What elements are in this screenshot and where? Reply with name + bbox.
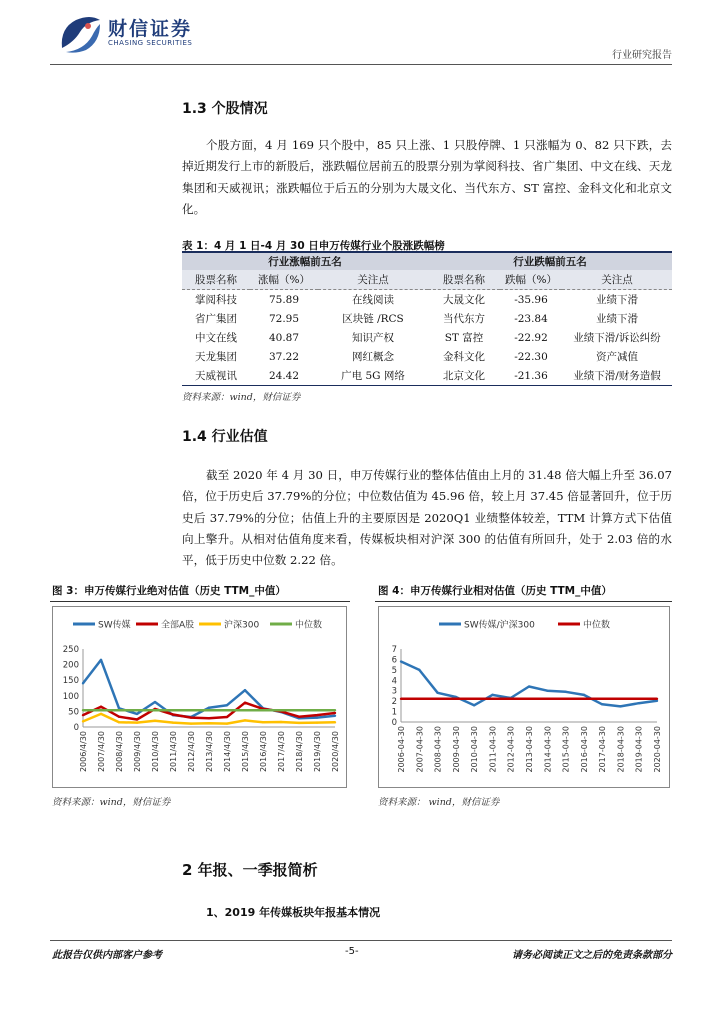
- stock-ranking-table: [182, 251, 672, 386]
- x-tick-label: 2011/4/30: [169, 731, 178, 773]
- data-point: [316, 721, 318, 723]
- figure-3-box: [52, 606, 347, 788]
- data-point: [118, 721, 120, 723]
- data-point: [316, 714, 318, 716]
- data-point: [208, 709, 210, 711]
- footer-divider: [50, 940, 672, 941]
- legend-label: 中位数: [295, 620, 323, 631]
- data-point: [564, 698, 566, 700]
- data-point: [136, 718, 138, 720]
- table-source: 资料来源：wind，财信证券: [182, 392, 301, 403]
- y-tick-label: 0: [391, 718, 397, 728]
- figure-4-source: 资料来源： wind，财信证券: [378, 797, 500, 808]
- data-point: [136, 709, 138, 711]
- data-point: [400, 698, 402, 700]
- x-tick-label: 2007-04-30: [415, 726, 425, 773]
- data-point: [436, 698, 438, 700]
- table-cell: 当代东方: [443, 313, 485, 325]
- column-header: 涨幅（%）: [250, 270, 318, 290]
- x-tick-label: 2011-04-30: [488, 726, 498, 773]
- table-cell: 业绩下滑/诉讼纠纷: [573, 332, 661, 344]
- column-header: 跌幅（%）: [500, 270, 562, 290]
- data-point: [118, 709, 120, 711]
- x-tick-label: 2017/4/30: [277, 731, 286, 773]
- data-point: [491, 694, 493, 696]
- section-1-4-paragraph: 截至 2020 年 4 月 30 日，申万传媒行业的整体估值由上月的 31.48 倍大幅上升至 36.07 倍，位于历史后 37.79%的分位；中位数估值为 45.96 倍，较上月 37.45 倍显著回升，位于历史后 37.79%的分位；估值上升的主要原因是 2020Q1 业绩整体较差，TTM 计算方式下估值向上擎升。从相对估值角度来看，传媒板块相对沪深 300 的估值有所回升，处于 2.03 倍的水平，低于历史中位数 2.22 倍。: [182, 468, 672, 568]
- x-tick-label: 2019-04-30: [634, 726, 644, 773]
- data-point: [172, 713, 174, 715]
- x-tick-label: 2020-04-30: [653, 726, 662, 773]
- section-title-1-4: 1.4 行业估值: [182, 429, 268, 445]
- section-1-3-paragraph: 个股方面，4 月 169 只个股中，85 只上涨、1 只股停牌、1 只涨幅为 0、82 只下跌，去掉近期发行上市的新股后，涨跌幅位居前五的股票分别为掌阅科技、省广集团、中文在线、天龙集团和天威视讯；涨跌幅位于后五的分别为大晟文化、当代东方、ST 富控、金科文化和北京文化。: [182, 138, 672, 216]
- data-point: [226, 704, 228, 706]
- data-point: [244, 719, 246, 721]
- page-number: -5-: [345, 946, 359, 957]
- figure-3-source: 资料来源：wind，财信证券: [52, 797, 171, 808]
- data-point: [298, 716, 300, 718]
- data-point: [528, 698, 530, 700]
- figure-3-rule: [50, 601, 350, 602]
- data-point: [172, 709, 174, 711]
- data-point: [244, 709, 246, 711]
- table-group-top-gainers: 行业涨幅前五名: [182, 252, 428, 270]
- legend-label: SW传媒/沪深300: [464, 620, 535, 631]
- x-tick-label: 2019/4/30: [313, 731, 322, 773]
- data-point: [473, 698, 475, 700]
- data-point: [583, 694, 585, 696]
- table-cell: -21.36: [500, 366, 562, 386]
- table-cell: 业绩下滑: [596, 313, 638, 325]
- data-point: [638, 702, 640, 704]
- data-point: [100, 706, 102, 708]
- data-point: [316, 709, 318, 711]
- data-point: [82, 682, 84, 684]
- column-header: 关注点: [562, 270, 672, 290]
- table-cell: 广电 5G 网络: [318, 366, 428, 386]
- table-cell: -35.96: [514, 293, 548, 306]
- legend-label: 中位数: [583, 620, 611, 631]
- data-point: [455, 698, 457, 700]
- x-tick-label: 2016/4/30: [259, 731, 268, 773]
- logo-chinese-name: 财信证券: [108, 18, 193, 40]
- y-tick-label: 50: [68, 707, 79, 718]
- x-tick-label: 2020/4/30: [331, 731, 340, 773]
- x-tick-label: 2018/4/30: [295, 731, 304, 773]
- data-point: [583, 698, 585, 700]
- x-tick-label: 2014/4/30: [223, 731, 232, 773]
- table-header-row: [182, 270, 672, 290]
- data-point: [226, 716, 228, 718]
- data-point: [190, 722, 192, 724]
- table-cell: 区块链 /RCS: [342, 313, 404, 325]
- x-tick-label: 2007/4/30: [97, 731, 106, 773]
- data-point: [334, 721, 336, 723]
- x-tick-label: 2013-04-30: [525, 726, 534, 773]
- y-tick-label: 3: [391, 686, 397, 697]
- table-cell: 在线阅读: [352, 294, 394, 306]
- y-tick-label: 100: [62, 691, 79, 702]
- table-cell: -22.30: [514, 350, 548, 363]
- table-cell: -23.84: [514, 312, 548, 325]
- logo-english-name: CHASING SECURITIES: [108, 39, 193, 47]
- data-point: [418, 669, 420, 671]
- footer-disclaimer-right: 请务必阅读正文之后的免责条款部分: [512, 950, 672, 961]
- table-cell: -22.92: [514, 331, 548, 344]
- data-point: [172, 721, 174, 723]
- data-point: [280, 709, 282, 711]
- data-point: [436, 692, 438, 694]
- table-cell: 72.95: [268, 312, 300, 325]
- data-point: [82, 720, 84, 722]
- data-point: [208, 722, 210, 724]
- data-point: [100, 713, 102, 715]
- data-point: [154, 709, 156, 711]
- y-tick-label: 150: [62, 676, 79, 687]
- data-point: [82, 714, 84, 716]
- y-tick-label: 2: [391, 697, 397, 708]
- data-point: [280, 721, 282, 723]
- table-cell: 掌阅科技: [195, 294, 237, 306]
- data-point: [208, 717, 210, 719]
- legend-label: 沪深300: [224, 620, 260, 631]
- data-point: [334, 709, 336, 711]
- table-cell: 网红概念: [352, 351, 394, 363]
- data-point: [154, 701, 156, 703]
- figure-4-rule: [375, 601, 672, 602]
- x-tick-label: 2009-04-30: [451, 726, 461, 773]
- data-point: [546, 690, 548, 692]
- column-header: 关注点: [318, 270, 428, 290]
- data-point: [564, 691, 566, 693]
- data-point: [546, 698, 548, 700]
- section-title-2: 2 年报、一季报简析: [182, 861, 318, 879]
- y-tick-label: 1: [391, 707, 397, 718]
- data-point: [244, 689, 246, 691]
- data-point: [400, 660, 402, 662]
- legend-label: SW传媒: [98, 620, 131, 631]
- data-point: [528, 685, 530, 687]
- figure-4-caption: 图 4：申万传媒行业相对估值（历史 TTM_中值）: [378, 585, 612, 597]
- data-point: [154, 720, 156, 722]
- x-tick-label: 2006/4/30: [79, 731, 88, 773]
- x-tick-label: 2010/4/30: [151, 731, 160, 773]
- table-cell: 天威视讯: [182, 366, 250, 386]
- chart-relative-valuation: [379, 607, 669, 787]
- data-point: [100, 709, 102, 711]
- data-point: [262, 721, 264, 723]
- x-tick-label: 2006-04-30: [397, 726, 406, 773]
- data-point: [316, 716, 318, 718]
- table-cell: ST 富控: [444, 332, 484, 344]
- x-tick-label: 2012-04-30: [506, 726, 516, 773]
- table-row: [182, 290, 672, 310]
- data-point: [208, 706, 210, 708]
- x-tick-label: 2008/4/30: [115, 731, 124, 773]
- x-tick-label: 2018-04-30: [616, 726, 626, 773]
- data-point: [334, 712, 336, 714]
- data-point: [190, 716, 192, 718]
- data-point: [619, 698, 621, 700]
- table-cell: 知识产权: [352, 332, 394, 344]
- company-logo-icon: [58, 14, 102, 54]
- x-tick-label: 2015-04-30: [561, 726, 571, 773]
- x-tick-label: 2009/4/30: [133, 731, 142, 773]
- table-cell: 金科文化: [443, 351, 485, 363]
- table-cell: 资产减值: [596, 351, 638, 363]
- table-row: [182, 366, 672, 386]
- x-tick-label: 2012/4/30: [187, 731, 196, 773]
- data-point: [226, 709, 228, 711]
- table-cell: 省广集团: [195, 313, 237, 325]
- data-point: [190, 709, 192, 711]
- data-point: [100, 659, 102, 661]
- table-cell: 37.22: [268, 350, 300, 363]
- table-cell: 75.89: [268, 293, 300, 306]
- table-cell: 业绩下滑/财务造假: [562, 366, 672, 386]
- data-point: [298, 709, 300, 711]
- figure-3-caption: 图 3：申万传媒行业绝对估值（历史 TTM_中值）: [52, 585, 286, 597]
- section-title-1-3: 1.3 个股情况: [182, 101, 268, 117]
- x-tick-label: 2015/4/30: [241, 731, 250, 773]
- data-point: [244, 701, 246, 703]
- data-point: [638, 698, 640, 700]
- data-point: [136, 713, 138, 715]
- chart-absolute-valuation: [53, 607, 346, 787]
- legend-label: 全部A股: [161, 620, 195, 631]
- x-tick-label: 2017-04-30: [598, 726, 608, 773]
- data-point: [262, 709, 264, 711]
- table-cell: 北京文化: [428, 366, 500, 386]
- column-header: 股票名称: [182, 270, 250, 290]
- x-tick-label: 2008-04-30: [433, 726, 443, 773]
- table-cell: 40.87: [268, 331, 300, 344]
- table-cell: 业绩下滑: [596, 294, 638, 306]
- data-point: [656, 698, 658, 700]
- header-divider: [50, 64, 672, 65]
- data-point: [226, 722, 228, 724]
- table-group-top-losers: 行业跌幅前五名: [428, 252, 672, 270]
- y-tick-label: 5: [391, 665, 397, 676]
- data-point: [118, 716, 120, 718]
- x-tick-label: 2010-04-30: [470, 726, 480, 773]
- data-point: [619, 705, 621, 707]
- column-header: 股票名称: [428, 270, 500, 290]
- table-row: [182, 309, 672, 328]
- data-point: [601, 698, 603, 700]
- table-cell: 中文在线: [195, 332, 237, 344]
- y-tick-label: 4: [391, 676, 397, 687]
- table-cell: 24.42: [250, 366, 318, 386]
- data-point: [473, 704, 475, 706]
- table-cell: 大晟文化: [443, 294, 485, 306]
- subsection-title-2-1: 1、2019 年传媒板块年报基本情况: [206, 906, 381, 919]
- data-point: [418, 698, 420, 700]
- y-tick-label: 250: [62, 645, 79, 655]
- x-tick-label: 2014-04-30: [543, 726, 553, 773]
- y-tick-label: 6: [391, 655, 397, 666]
- table-row: [182, 347, 672, 366]
- figure-4-box: [378, 606, 670, 788]
- data-point: [82, 709, 84, 711]
- table-cell: 天龙集团: [195, 351, 237, 363]
- data-point: [298, 722, 300, 724]
- report-type-label: 行业研究报告: [612, 50, 672, 61]
- x-tick-label: 2016-04-30: [579, 726, 589, 773]
- y-tick-label: 200: [62, 660, 79, 671]
- data-point: [136, 721, 138, 723]
- data-point: [601, 703, 603, 705]
- y-tick-label: 7: [391, 645, 397, 655]
- x-tick-label: 2013/4/30: [205, 731, 214, 773]
- footer-disclaimer-left: 此报告仅供内部客户参考: [52, 950, 162, 961]
- data-point: [491, 698, 493, 700]
- table-row: [182, 328, 672, 347]
- y-tick-label: 0: [73, 723, 79, 733]
- data-point: [510, 698, 512, 700]
- table-caption: 表 1：4 月 1 日-4 月 30 日申万传媒行业个股涨跌幅榜: [182, 240, 445, 252]
- data-point: [334, 715, 336, 717]
